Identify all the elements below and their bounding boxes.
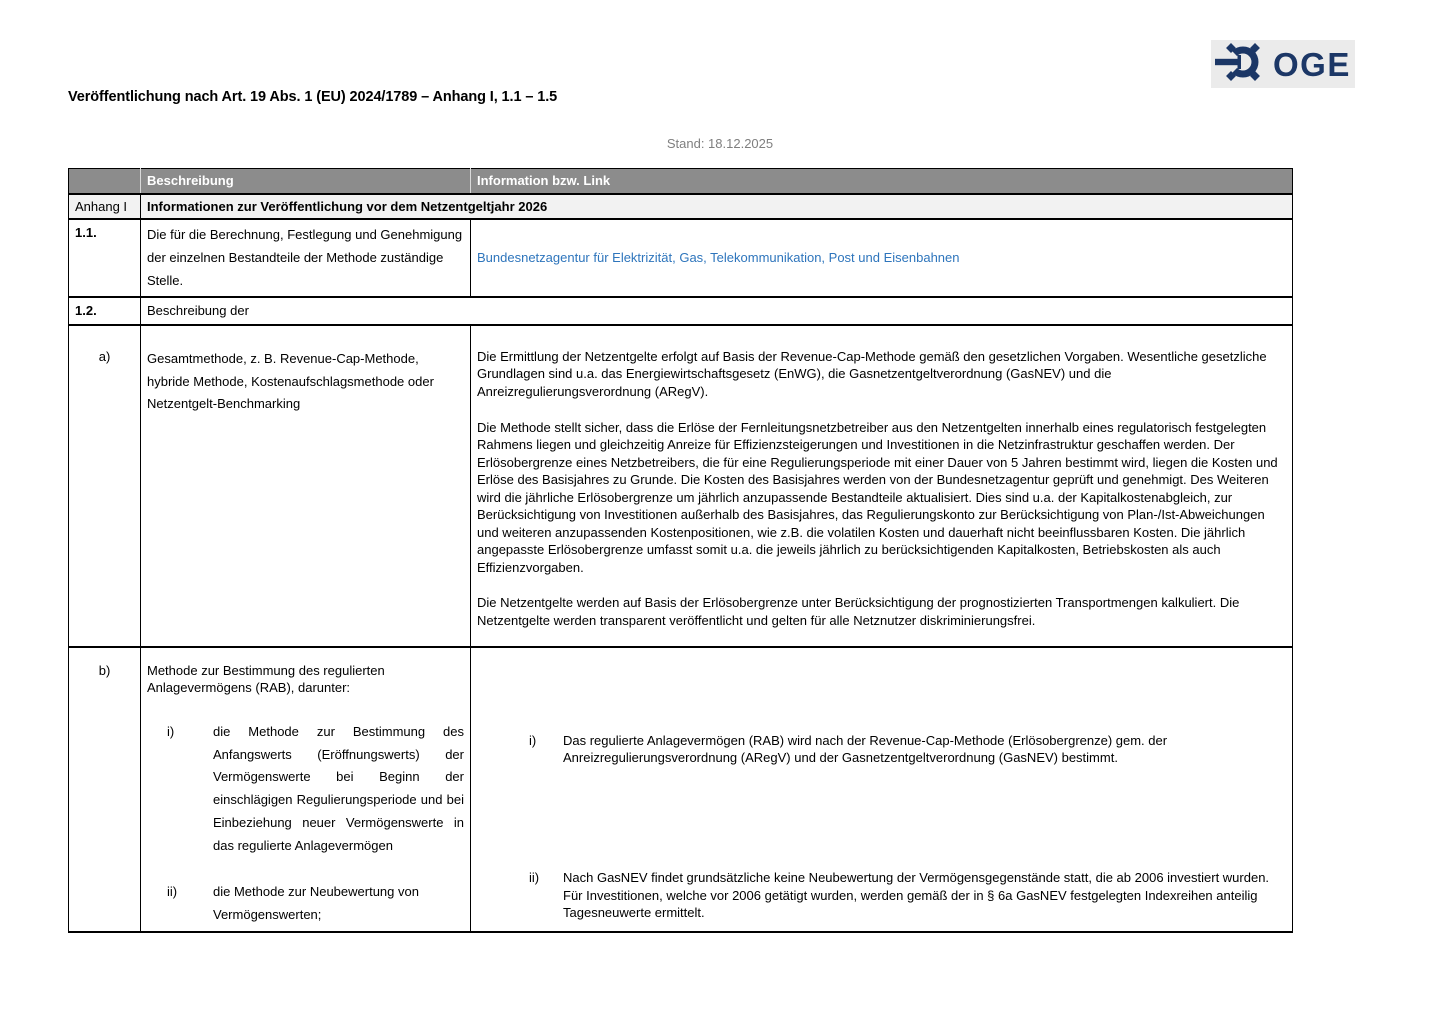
row-b-desc-item-i bbox=[167, 721, 464, 858]
item-ii-info-label: ii) bbox=[529, 869, 540, 885]
item-i-info: Das regulierte Anlagevermögen (RAB) wird nach der Revenue-Cap-Methode (Erlösobergrenze) gem. der Anreizregulierungsverordnung (ARegV) und der Gasnetzentgeltverordnung (GasNEV) bestimmt. bbox=[563, 732, 1168, 766]
row-1-1-desc: Die für die Berechnung, Festlegung und Genehmigung der einzelnen Bestandteile der Methode zuständige Stelle. bbox=[141, 219, 471, 297]
item-i-desc: die Methode zur Bestimmung des Anfangswerts (Eröffnungswerts) der Vermögenswerte bei Beginn der einschlägigen Regulierungsperiode und bei Einbeziehung neuer Vermögenswerte in das regulierte Anlagevermögen bbox=[213, 723, 464, 853]
bundesnetzagentur-link[interactable]: Bundesnetzagentur für Elektrizität, Gas, Telekommunikation, Post und Eisenbahnen bbox=[477, 250, 960, 266]
row-b-desc-item-ii bbox=[167, 881, 464, 927]
anhang-title: Informationen zur Veröffentlichung vor dem Netzentgeltjahr 2026 bbox=[141, 194, 1293, 220]
oge-gear-arrow-icon bbox=[1215, 39, 1265, 90]
item-ii-info: Nach GasNEV findet grundsätzliche keine Neubewertung der Vermögensgegenstände statt, die ab 2006 investiert wurden. Für Investitionen, welche vor 2006 getätigt wurden, werden gemäß der in § 6a GasNEV festgelegten Indexreihen anteilig Tagesneuwerte ermittelt. bbox=[563, 869, 1270, 921]
item-i-label: i) bbox=[167, 723, 175, 739]
oge-logo-text: OGE bbox=[1273, 45, 1351, 83]
row-1-2-desc: Beschreibung der bbox=[147, 303, 249, 319]
item-ii-label: ii) bbox=[167, 884, 178, 900]
oge-logo bbox=[1211, 40, 1355, 88]
row-a bbox=[69, 325, 1293, 647]
header-information-link: Information bzw. Link bbox=[471, 169, 1293, 194]
table-header-row bbox=[69, 169, 1293, 194]
row-a-info-paragraph-2: Die Methode stellt sicher, dass die Erlöse der Fernleitungsnetzbetreiber aus den Netzentgelten innerhalb eines regulatorisch festgelegten Rahmens liegen und gleichzeitig Anreize für Effizienzsteigerungen und Investitionen in die Netzinfrastruktur geschaffen werden. Der Erlösobergrenze eines Netzbetreibers, die für eine Regulierungsperiode mit einer Dauer von 5 Jahren bestimmt wird, liegen die Kosten und Erlöse des Basisjahres zu Grunde. Die Kosten des Basisjahres werden von der Bundesnetzagentur geprüft und genehmigt. Des Weiteren wird die jährliche Erlösobergrenze um jährlich anzupassende Bestandteile aktualisiert. Dies sind u.a. der Kapitalkostenabgleich, zur Berücksichtigung von Investitionen außerhalb des Basisjahres, das Regulierungskonto zur Berücksichtigung von Plan-/Ist-Abweichungen und weiteren anzupassenden Kostenpositionen, wie z.B. die volatilen Kosten und dauerhaft nicht beeinflussbaren Kosten. Die jährlich angepasste Erlösobergrenze umfasst somit u.a. die jeweils jährlich zu berücksichtigenden Kapitalkosten, Betriebskosten als auch Effizienzvorgaben. bbox=[477, 419, 1278, 575]
page-title: Veröffentlichung nach Art. 19 Abs. 1 (EU) 2024/1789 – Anhang I, 1.1 – 1.5 bbox=[68, 89, 558, 105]
row-b-id: b) bbox=[98, 662, 111, 678]
row-b-desc-cell bbox=[141, 647, 471, 932]
row-b-info-item-ii bbox=[529, 869, 1280, 922]
row-1-2 bbox=[69, 297, 1293, 325]
row-1-1-info bbox=[471, 219, 1293, 297]
row-1-1-id: 1.1. bbox=[75, 225, 97, 241]
item-ii-desc: die Methode zur Neubewertung von Vermögenswerten; bbox=[213, 884, 419, 923]
row-a-id: a) bbox=[98, 348, 111, 364]
header-beschreibung: Beschreibung bbox=[141, 169, 471, 194]
row-b bbox=[69, 647, 1293, 932]
row-anhang-1 bbox=[69, 194, 1293, 220]
row-a-desc: Gesamtmethode, z. B. Revenue-Cap-Methode, hybride Methode, Kostenaufschlagsmethode oder Netzentgelt-Benchmarking bbox=[141, 325, 471, 647]
row-a-info bbox=[471, 325, 1293, 647]
row-b-info-item-i bbox=[529, 732, 1280, 767]
anhang-id: Anhang I bbox=[69, 194, 141, 220]
item-i-info-label: i) bbox=[529, 732, 537, 748]
row-1-2-id: 1.2. bbox=[69, 297, 141, 325]
stand-date: Stand: 18.12.2025 bbox=[666, 136, 774, 151]
row-b-info-cell bbox=[471, 647, 1293, 932]
header-empty-cell bbox=[69, 169, 141, 194]
publication-table bbox=[68, 168, 1293, 933]
row-b-desc-intro: Methode zur Bestimmung des regulierten Anlagevermögens (RAB), darunter: bbox=[147, 662, 385, 696]
row-a-info-paragraph-3: Die Netzentgelte werden auf Basis der Erlösobergrenze unter Berücksichtigung der prognostizierten Transportmengen kalkuliert. Die Netzentgelte werden transparent veröffentlicht und gelten für alle Netznutzer diskriminierungsfrei. bbox=[477, 595, 1240, 628]
row-1-1 bbox=[69, 219, 1293, 297]
row-a-info-paragraph-1: Die Ermittlung der Netzentgelte erfolgt auf Basis der Revenue-Cap-Methode gemäß den gesetzlichen Vorgaben. Wesentliche gesetzliche Grundlagen sind u.a. das Energiewirtschaftsgesetz (EnWG), die Gasnetzentgeltverordnung (GasNEV) und die Anreizregulierungsverordnung (ARegV). bbox=[477, 348, 1267, 399]
